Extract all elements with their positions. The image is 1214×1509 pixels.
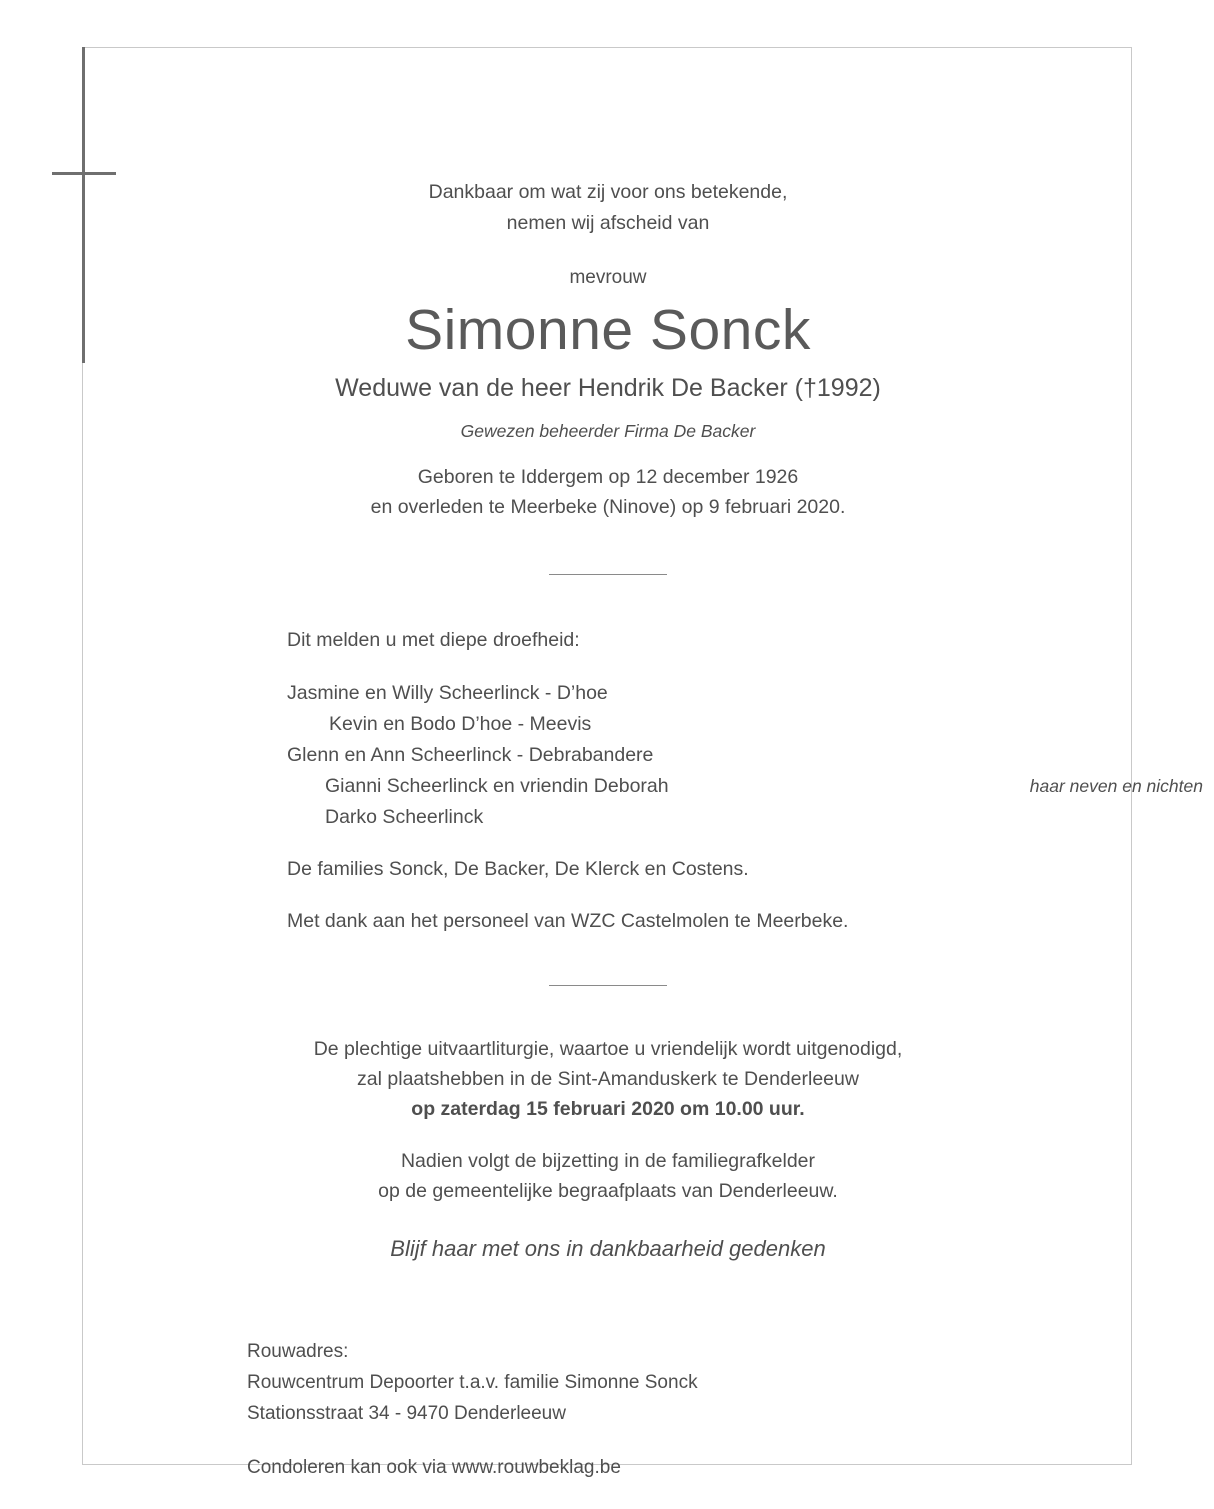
- address-line-2: Stationsstraat 34 - 9470 Denderleeuw: [247, 1402, 566, 1424]
- announcement-block: [123, 625, 1203, 937]
- intro-line-1: Dankbaar om wat zij voor ons betekende,: [428, 181, 788, 203]
- burial-line-2: op de gemeentelijke begraafplaats van Denderleeuw.: [378, 1179, 838, 1202]
- death-line: en overleden te Meerbeke (Ninove) op 9 februari 2020.: [370, 495, 846, 518]
- families-line: De families Sonck, De Backer, De Klerck en Costens.: [287, 857, 749, 880]
- condolence-line: Condoleren kan ook via www.rouwbeklag.be: [247, 1456, 621, 1478]
- list-item: Darko Scheerlinck: [325, 805, 484, 828]
- list-item: Glenn en Ann Scheerlinck - Debrabandere: [287, 743, 654, 766]
- burial-block: [123, 1146, 1093, 1206]
- intro-line-2: nemen wij afscheid van: [506, 212, 710, 234]
- announcement-lead: Dit melden u met diepe droefheid:: [287, 628, 580, 651]
- cross-icon-horizontal: [52, 172, 116, 175]
- card-content: [83, 48, 1203, 1479]
- spouse-line: Weduwe van de heer Hendrik De Backer (†1992): [335, 373, 881, 402]
- family-list: [287, 678, 1203, 833]
- salutation: mevrouw: [569, 267, 647, 288]
- cross-icon-vertical: [82, 47, 85, 363]
- service-line-3: op zaterdag 15 februari 2020 om 10.00 uur.: [411, 1097, 805, 1120]
- service-line-2: zal plaatshebben in de Sint-Amanduskerk te Denderleeuw: [357, 1067, 859, 1090]
- remembrance-line: Blijf haar met ons in dankbaarheid gedenken: [390, 1235, 826, 1261]
- intro-text: [123, 177, 1093, 239]
- list-item: Kevin en Bodo D’hoe - Meevis: [329, 712, 592, 735]
- mourning-address-block: [123, 1336, 1093, 1429]
- divider-bottom: [549, 985, 667, 986]
- memorial-card: [82, 47, 1203, 1478]
- address-line-1: Rouwcentrum Depoorter t.a.v. familie Simonne Sonck: [247, 1371, 698, 1393]
- list-item: Gianni Scheerlinck en vriendin Deborah: [325, 774, 669, 797]
- divider-top: [549, 574, 667, 575]
- address-label: Rouwadres:: [247, 1340, 349, 1362]
- list-item: Jasmine en Willy Scheerlinck - D’hoe: [287, 681, 608, 704]
- deceased-name: Simonne Sonck: [405, 298, 811, 362]
- birth-death-block: [123, 462, 1093, 522]
- service-line-1: De plechtige uitvaartliturgie, waartoe u vriendelijk wordt uitgenodigd,: [313, 1037, 903, 1060]
- role-line: Gewezen beheerder Firma De Backer: [460, 420, 756, 441]
- birth-line: Geboren te Iddergem op 12 december 1926: [417, 465, 799, 488]
- burial-line-1: Nadien volgt de bijzetting in de familiegrafkelder: [400, 1149, 816, 1172]
- thanks-line: Met dank aan het personeel van WZC Castelmolen te Meerbeke.: [287, 909, 849, 932]
- nephews-note: haar neven en nichten: [1029, 775, 1203, 796]
- service-block: [123, 1034, 1093, 1124]
